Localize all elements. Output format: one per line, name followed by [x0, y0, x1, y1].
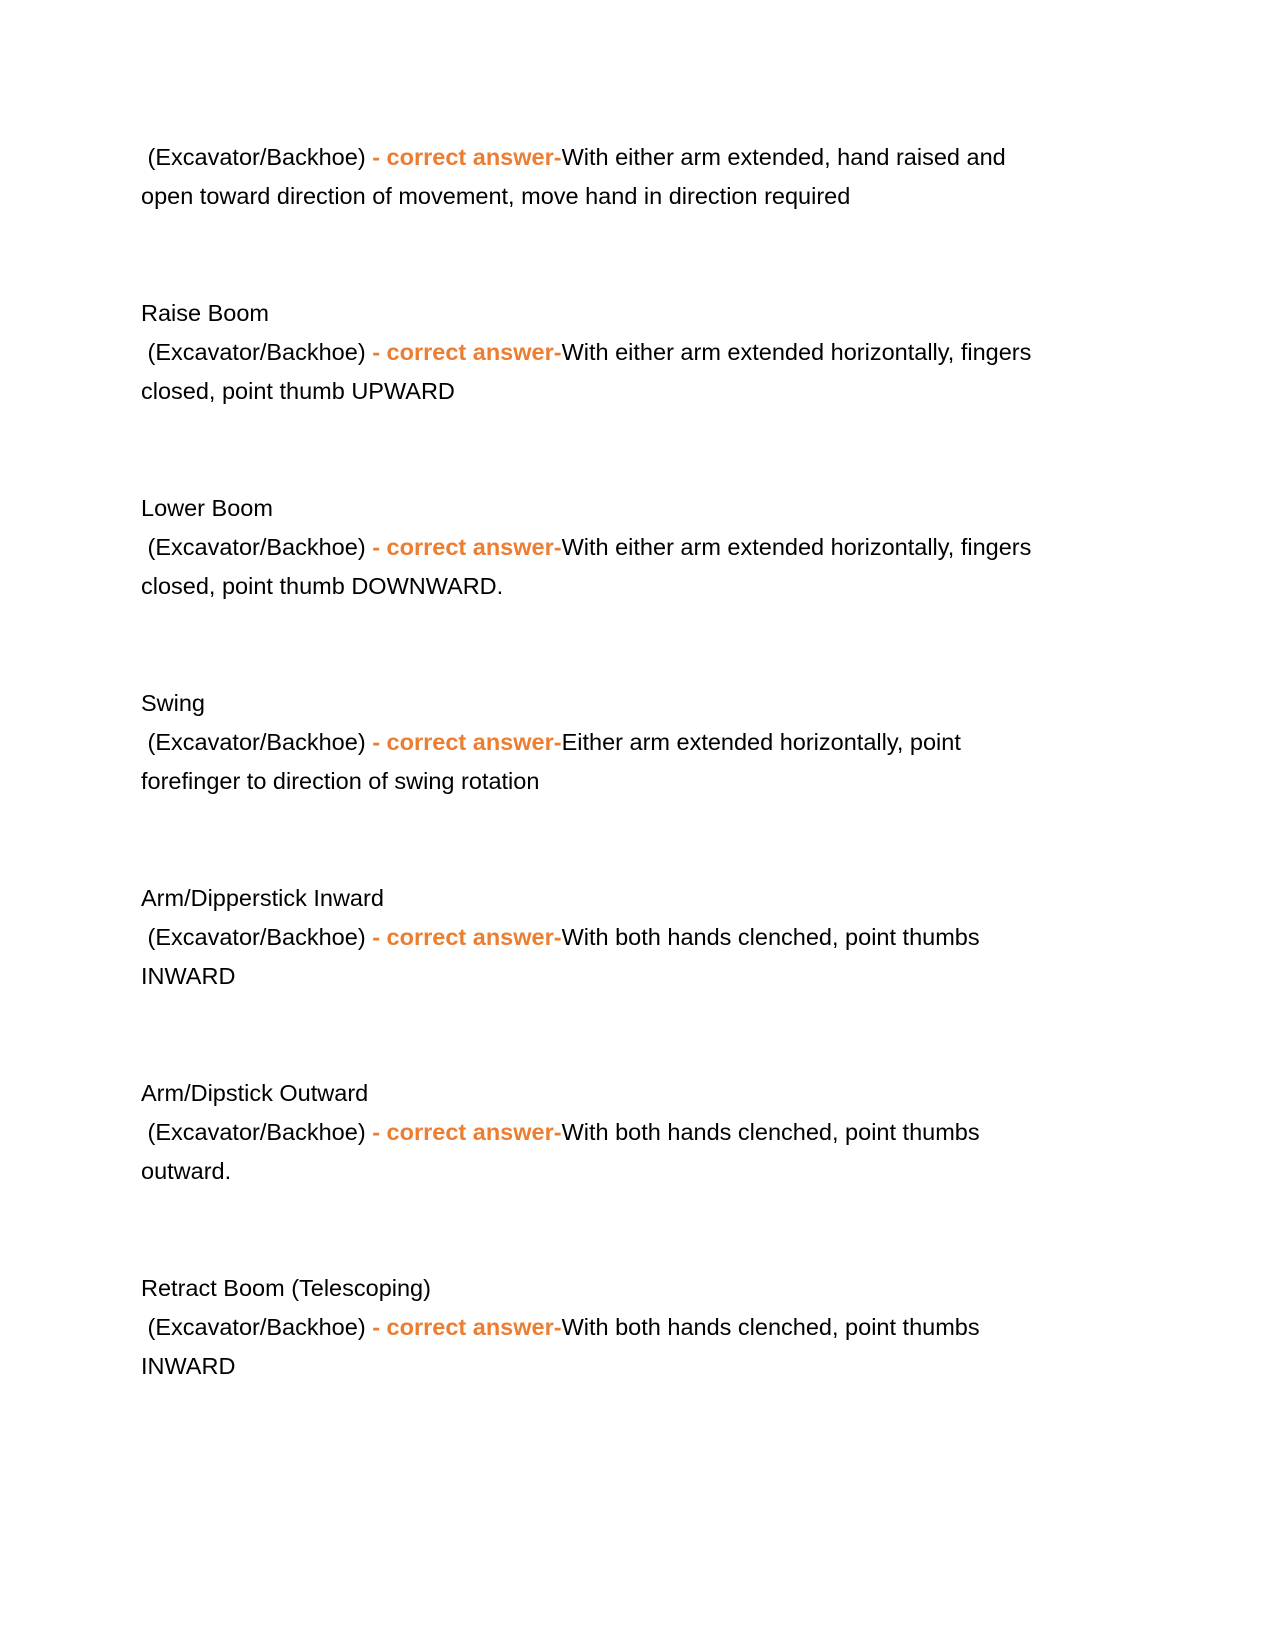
section-spacer — [141, 996, 1061, 1074]
correct-answer-marker: - correct answer- — [372, 339, 562, 365]
qa-block — [141, 1074, 1061, 1191]
prompt-text: (Excavator/Backhoe) — [141, 924, 373, 950]
answer-paragraph — [141, 1113, 1061, 1191]
correct-answer-marker: - correct answer- — [372, 1314, 562, 1340]
section-heading: Raise Boom — [141, 300, 269, 326]
answer-paragraph — [141, 723, 1061, 801]
qa-block — [141, 294, 1061, 411]
prompt-text: (Excavator/Backhoe) — [141, 144, 373, 170]
answer-paragraph — [141, 918, 1061, 996]
answer-text: With either arm extended horizontally, fingers closed, point thumb DOWNWARD. — [141, 534, 1032, 599]
section-heading: Arm/Dipstick Outward — [141, 1080, 369, 1106]
qa-block — [141, 1269, 1061, 1386]
qa-block — [141, 489, 1061, 606]
answer-text: With both hands clenched, point thumbs INWARD — [141, 1314, 980, 1379]
section-heading: Arm/Dipperstick Inward — [141, 885, 384, 911]
prompt-text: (Excavator/Backhoe) — [141, 729, 373, 755]
prompt-text: (Excavator/Backhoe) — [141, 534, 373, 560]
answer-paragraph — [141, 333, 1061, 411]
section-spacer — [141, 411, 1061, 489]
correct-answer-marker: - correct answer- — [372, 144, 562, 170]
section-heading: Retract Boom (Telescoping) — [141, 1275, 431, 1301]
section-spacer — [141, 801, 1061, 879]
qa-block — [141, 879, 1061, 996]
section-heading: Lower Boom — [141, 495, 273, 521]
prompt-text: (Excavator/Backhoe) — [141, 1314, 373, 1340]
answer-text: Either arm extended horizontally, point forefinger to direction of swing rotation — [141, 729, 961, 794]
correct-answer-marker: - correct answer- — [372, 1119, 562, 1145]
qa-block — [141, 138, 1061, 216]
correct-answer-marker: - correct answer- — [372, 534, 562, 560]
answer-text: With either arm extended, hand raised and open toward direction of movement, move hand in direction required — [141, 144, 1006, 209]
answer-text: With either arm extended horizontally, fingers closed, point thumb UPWARD — [141, 339, 1032, 404]
answer-paragraph — [141, 138, 1061, 216]
correct-answer-marker: - correct answer- — [372, 729, 562, 755]
answer-paragraph — [141, 528, 1061, 606]
section-spacer — [141, 1191, 1061, 1269]
document-body — [141, 138, 1061, 1386]
answer-paragraph — [141, 1308, 1061, 1386]
answer-text: With both hands clenched, point thumbs INWARD — [141, 924, 980, 989]
prompt-text: (Excavator/Backhoe) — [141, 339, 373, 365]
qa-block — [141, 684, 1061, 801]
section-spacer — [141, 216, 1061, 294]
section-spacer — [141, 606, 1061, 684]
correct-answer-marker: - correct answer- — [372, 924, 562, 950]
prompt-text: (Excavator/Backhoe) — [141, 1119, 373, 1145]
answer-text: With both hands clenched, point thumbs outward. — [141, 1119, 980, 1184]
section-heading: Swing — [141, 690, 206, 716]
